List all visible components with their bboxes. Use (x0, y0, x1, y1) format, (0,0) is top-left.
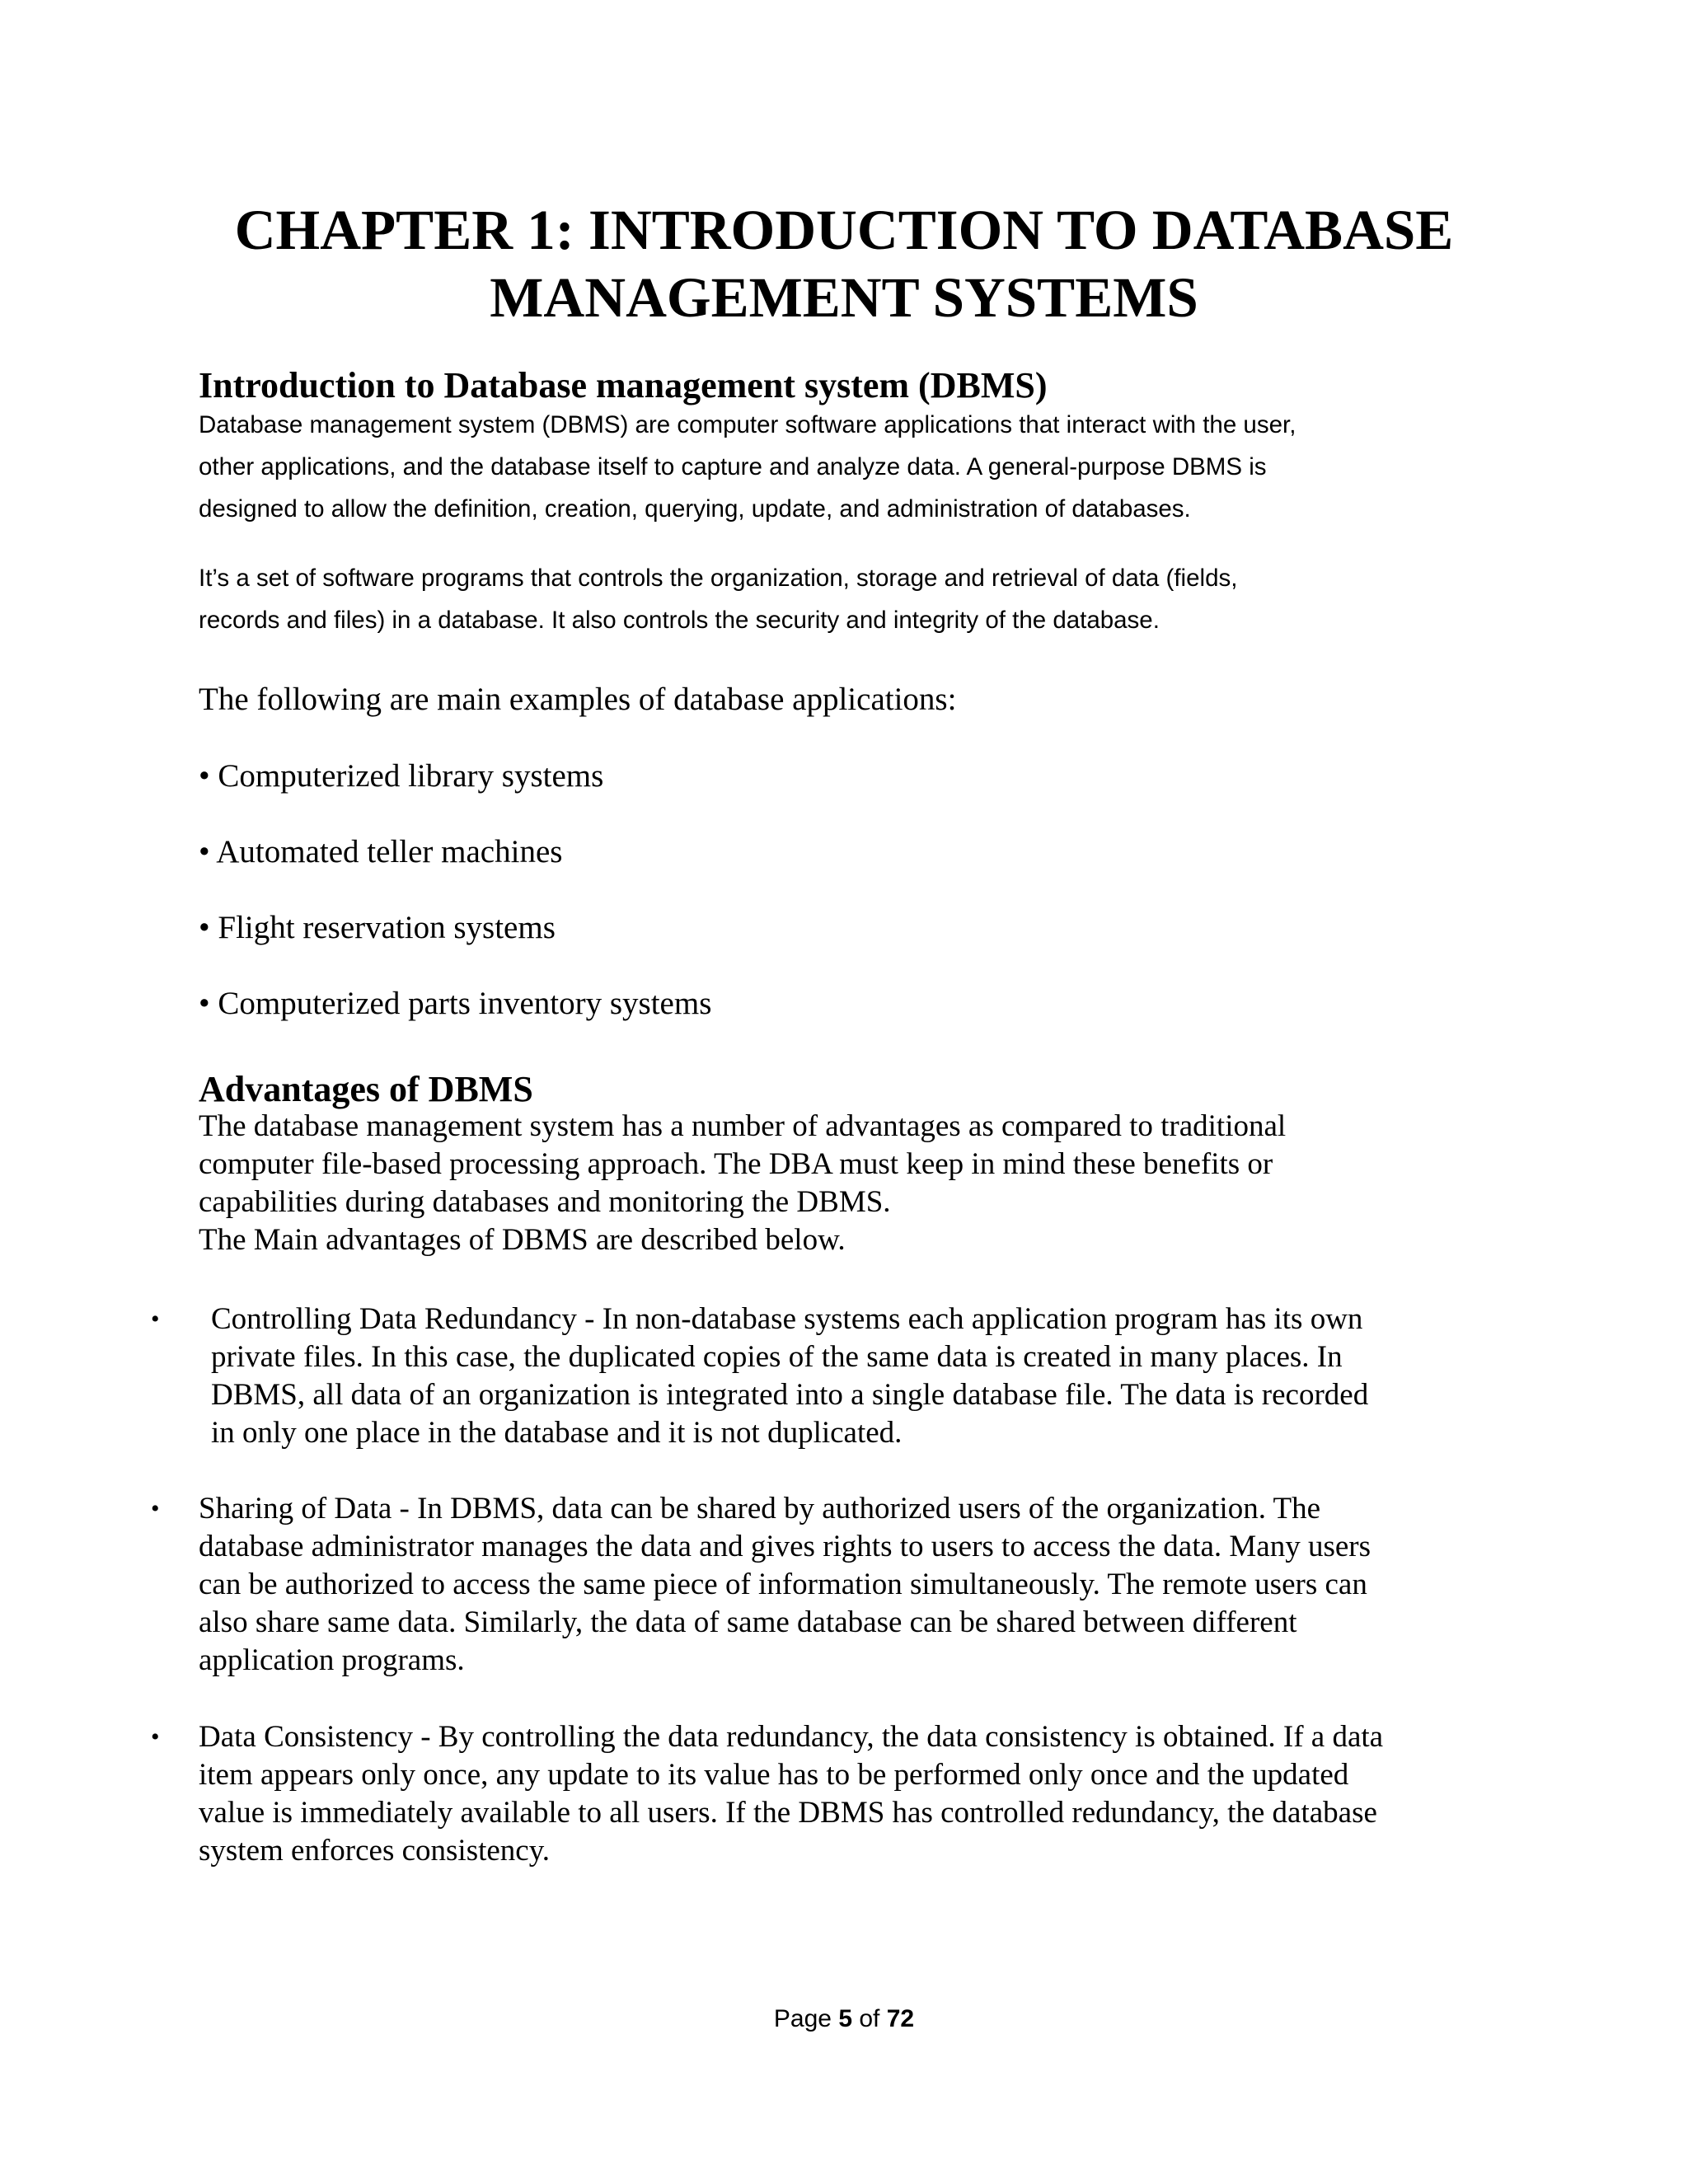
text-line: value is immediately available to all users. If the DBMS has controlled redundancy, the database (199, 1796, 1377, 1830)
text-line: other applications, and the database itself to capture and analyze data. A general-purpose DBMS is (199, 453, 1267, 480)
bullet-dot: • (151, 1723, 160, 1750)
bullet-dot: • (151, 1495, 160, 1522)
text-line: capabilities during databases and monitoring the DBMS. (199, 1185, 891, 1219)
text-line: computer file-based processing approach. The DBA must keep in mind these benefits or (199, 1147, 1273, 1181)
text-line: private files. In this case, the duplicated copies of the same data is created in many places. In (211, 1340, 1343, 1374)
text-line: also share same data. Similarly, the data of same database can be shared between different (199, 1605, 1297, 1639)
text-line: DBMS, all data of an organization is integrated into a single database file. The data is recorded (211, 1378, 1369, 1412)
text-line: The Main advantages of DBMS are described below. (199, 1223, 846, 1257)
advantages-intro (199, 1108, 1286, 1259)
text-line: The database management system has a number of advantages as compared to traditional (199, 1109, 1287, 1143)
chapter-title-line-2: MANAGEMENT SYSTEMS (490, 266, 1198, 329)
intro-heading: Introduction to Database management system (DBMS) (199, 365, 1048, 405)
text-line: Database management system (DBMS) are computer software applications that interact with the user, (199, 411, 1296, 438)
page-label: Page (773, 2005, 832, 2032)
of-label: of (859, 2005, 880, 2032)
page-number: 5 (838, 2005, 852, 2032)
text-line: system enforces consistency. (199, 1834, 551, 1868)
advantage-item-sharing-of-data (199, 1490, 1371, 1680)
example-item: • Flight reservation systems (199, 910, 556, 945)
text-line: Data Consistency - By controlling the data redundancy, the data consistency is obtained. If a data (199, 1720, 1384, 1754)
advantage-item-data-consistency (199, 1718, 1383, 1870)
page-footer (0, 2004, 1688, 2034)
bullet-dot: • (151, 1305, 160, 1333)
example-item: • Automated teller machines (199, 834, 563, 869)
example-item: • Computerized parts inventory systems (199, 986, 712, 1021)
text-line: Sharing of Data - In DBMS, data can be shared by authorized users of the organization. The (199, 1492, 1321, 1526)
advantages-heading: Advantages of DBMS (199, 1069, 533, 1109)
text-line: Controlling Data Redundancy - In non-database systems each application program has its own (211, 1302, 1363, 1336)
text-line: in only one place in the database and it is not duplicated. (211, 1416, 903, 1450)
examples-lead: The following are main examples of database applications: (199, 682, 957, 717)
text-line: records and files) in a database. It also controls the security and integrity of the database. (199, 607, 1160, 634)
chapter-title-line-1: CHAPTER 1: INTRODUCTION TO DATABASE (234, 199, 1454, 261)
intro-paragraph-2 (199, 557, 1501, 641)
text-line: database administrator manages the data and gives rights to users to access the data. Many users (199, 1530, 1372, 1563)
text-line: application programs. (199, 1643, 465, 1677)
text-line: item appears only once, any update to its value has to be performed only once and the updated (199, 1758, 1349, 1792)
text-line: It’s a set of software programs that controls the organization, storage and retrieval of data (fields, (199, 565, 1238, 592)
example-item: • Computerized library systems (199, 758, 604, 794)
text-line: designed to allow the definition, creation, querying, update, and administration of databases. (199, 495, 1191, 523)
chapter-title (132, 196, 1556, 331)
advantage-item-data-redundancy (211, 1301, 1368, 1452)
page-total: 72 (886, 2005, 915, 2032)
text-line: can be authorized to access the same piece of information simultaneously. The remote users can (199, 1568, 1367, 1601)
intro-paragraph-1 (199, 404, 1501, 530)
